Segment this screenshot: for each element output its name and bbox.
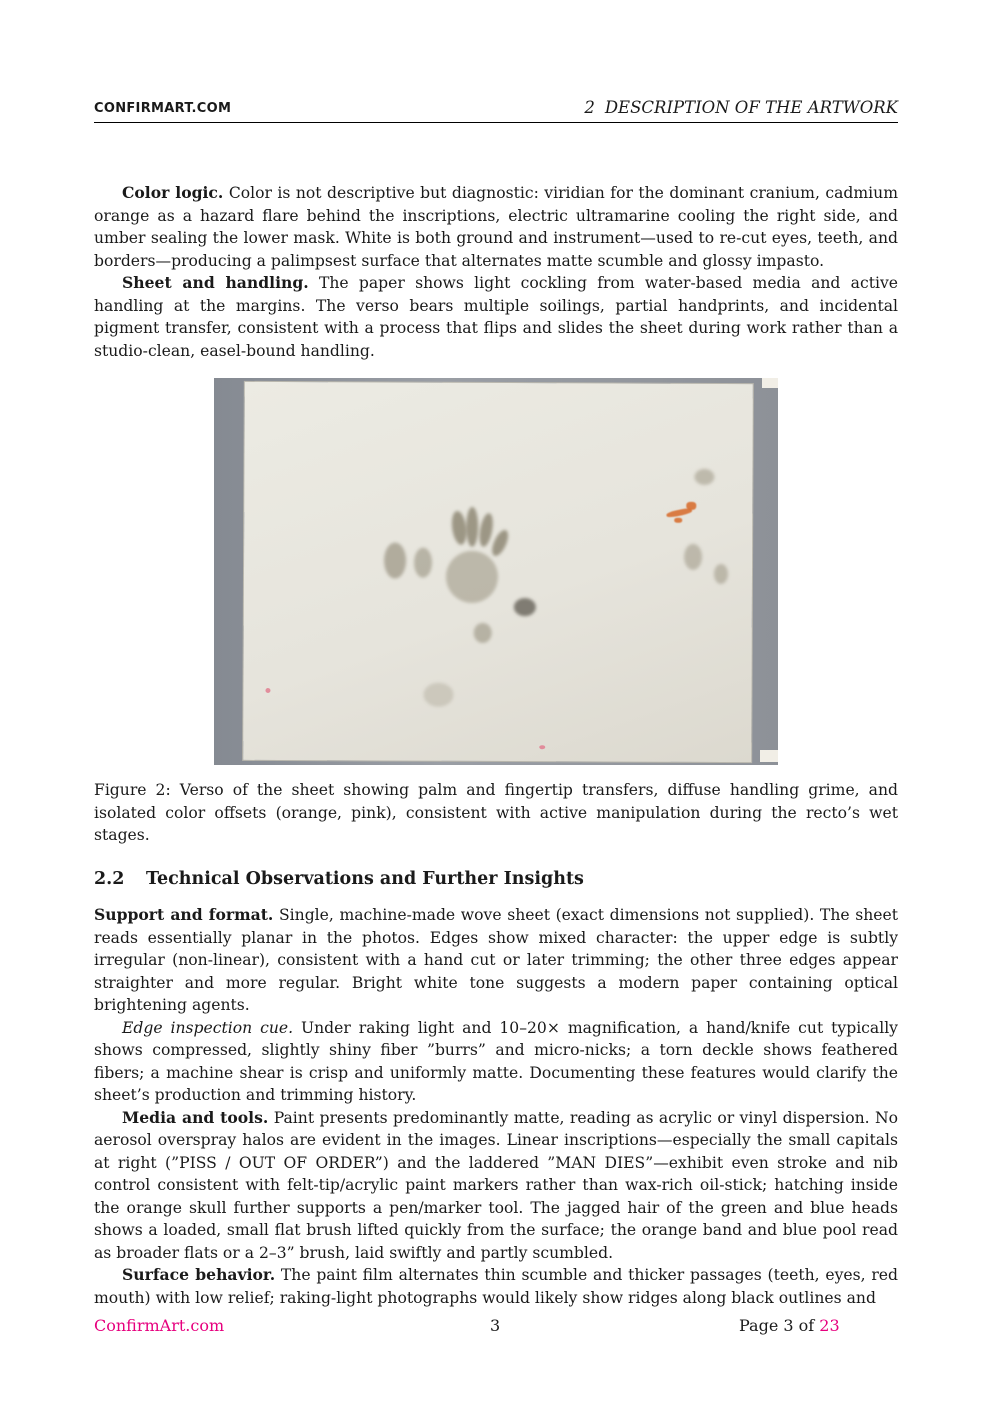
- tape-strip: [762, 378, 778, 388]
- paragraph-text: Paint presents predominantly matte, reading as acrylic or vinyl dispersion. No aerosol overspray halos are evident in the images. Linear inscriptions—especially the small capitals at right (”PISS / OUT OF ORDER”) and the laddered ”MAN DIES”—exhibit even stroke and nib control consistent with felt-tip/acrylic paint markers rather than wax-rich oil-stick; hatching inside the orange skull further supports a pen/marker tool. The jagged hair of the green and blue heads shows a loaded, small flat brush lifted quickly from the surface; the orange band and blue pool read as broader flats or a 2–3” brush, laid swiftly and partly scumbled.: [94, 1108, 898, 1262]
- dark-smudge: [514, 598, 536, 616]
- grime-smudge: [694, 469, 714, 485]
- paragraph-media-tools: [94, 1107, 898, 1265]
- footer-site-link[interactable]: ConfirmArt.com: [94, 1316, 225, 1335]
- grime-smudge: [384, 543, 406, 579]
- footer-total-pages-link[interactable]: 23: [819, 1316, 840, 1335]
- paragraph-support-format: [94, 904, 898, 1017]
- running-section-number: 2: [584, 98, 595, 117]
- fingertip-smudge: [477, 512, 495, 548]
- paragraph-color-logic: [94, 182, 898, 272]
- subsection-heading: [94, 869, 584, 889]
- paragraph-edge-inspection: [94, 1017, 898, 1107]
- orange-pigment-offset: [686, 502, 696, 510]
- run-in-heading: Sheet and handling.: [122, 273, 309, 292]
- run-in-heading: Color logic.: [122, 183, 224, 202]
- paragraph-text: Color is not descriptive but diagnostic: viridian for the dominant cranium, cadmium orange as a hazard flare behind the inscriptions, electric ultramarine cooling the right side, and umber sealing the lower mask. White is both ground and instrument—used to re-cut eyes, teeth, and borders—producing a palimpsest surface that alternates matte scumble and glossy impasto.: [94, 184, 898, 270]
- grime-smudge: [423, 683, 453, 707]
- grime-smudge: [414, 548, 432, 578]
- run-in-heading: Support and format.: [94, 905, 274, 924]
- paper-sheet-verso: [243, 382, 753, 762]
- tape-strip: [760, 750, 778, 762]
- pink-pigment-offset: [539, 745, 545, 749]
- running-section-text: DESCRIPTION OF THE ARTWORK: [604, 98, 898, 117]
- subsection-number: 2.2: [94, 869, 125, 889]
- subsection-title: Technical Observations and Further Insights: [146, 869, 584, 889]
- paragraph-text: Single, machine-made wove sheet (exact dimensions not supplied). The sheet reads essentially planar in the photos. Edges show mixed character: the upper edge is subtly irregular (non-linear), consistent with a hand cut or later trimming; the other three edges appear straighter and more regular. Bright white tone suggests a modern paper containing optical brightening agents.: [94, 906, 898, 1014]
- footer-page-count: [739, 1316, 840, 1335]
- grime-smudge: [714, 564, 728, 584]
- running-section-title: [584, 98, 898, 117]
- bottom-text-block: [94, 904, 898, 1309]
- paragraph-surface-behavior: [94, 1264, 898, 1309]
- figure-caption: Figure 2: Verso of the sheet showing palm and fingertip transfers, diffuse handling grime, and isolated color offsets (orange, pink), consistent with active manipulation during the recto’s wet stages.: [94, 781, 898, 844]
- page-header: [94, 98, 898, 123]
- site-logo: CONFIRMART.COM: [94, 101, 232, 116]
- paragraph-text: The paint film alternates thin scumble and thicker passages (teeth, eyes, red mouth) with low relief; raking-light photographs would likely show ridges along black outlines and: [94, 1266, 898, 1307]
- grime-smudge: [684, 544, 702, 570]
- figure-verso-photo: [214, 378, 778, 765]
- fingertip-smudge: [466, 507, 478, 547]
- paragraph-text: Under raking light and 10–20× magnification, a hand/knife cut typically shows compressed, slightly shiny fiber ”burrs” and micro-nicks; a torn deckle shows feathered fibers; a machine shear is crisp and uniformly matte. Documenting these features would clarify the sheet’s production and trimming history.: [94, 1018, 898, 1104]
- footer-page-label: Page 3 of: [739, 1316, 820, 1335]
- palm-smudge: [446, 551, 498, 603]
- run-in-heading: Media and tools.: [122, 1107, 269, 1127]
- paragraph-sheet-handling: [94, 272, 898, 362]
- paragraph-text: The paper shows light cockling from water-based media and active handling at the margins. The verso bears multiple soilings, partial handprints, and incidental pigment transfer, consistent with a process that flips and slides the sheet during work rather than a studio-clean, easel-bound handling.: [94, 274, 899, 360]
- top-text-block: [94, 182, 898, 362]
- run-in-heading-italic: Edge inspection cue.: [122, 1018, 294, 1037]
- fingertip-smudge: [489, 528, 511, 558]
- grime-smudge: [474, 623, 492, 643]
- pink-pigment-offset: [265, 688, 270, 693]
- run-in-heading: Surface behavior.: [122, 1265, 276, 1284]
- orange-pigment-offset: [674, 518, 682, 523]
- footer-page-number: 3: [490, 1316, 501, 1335]
